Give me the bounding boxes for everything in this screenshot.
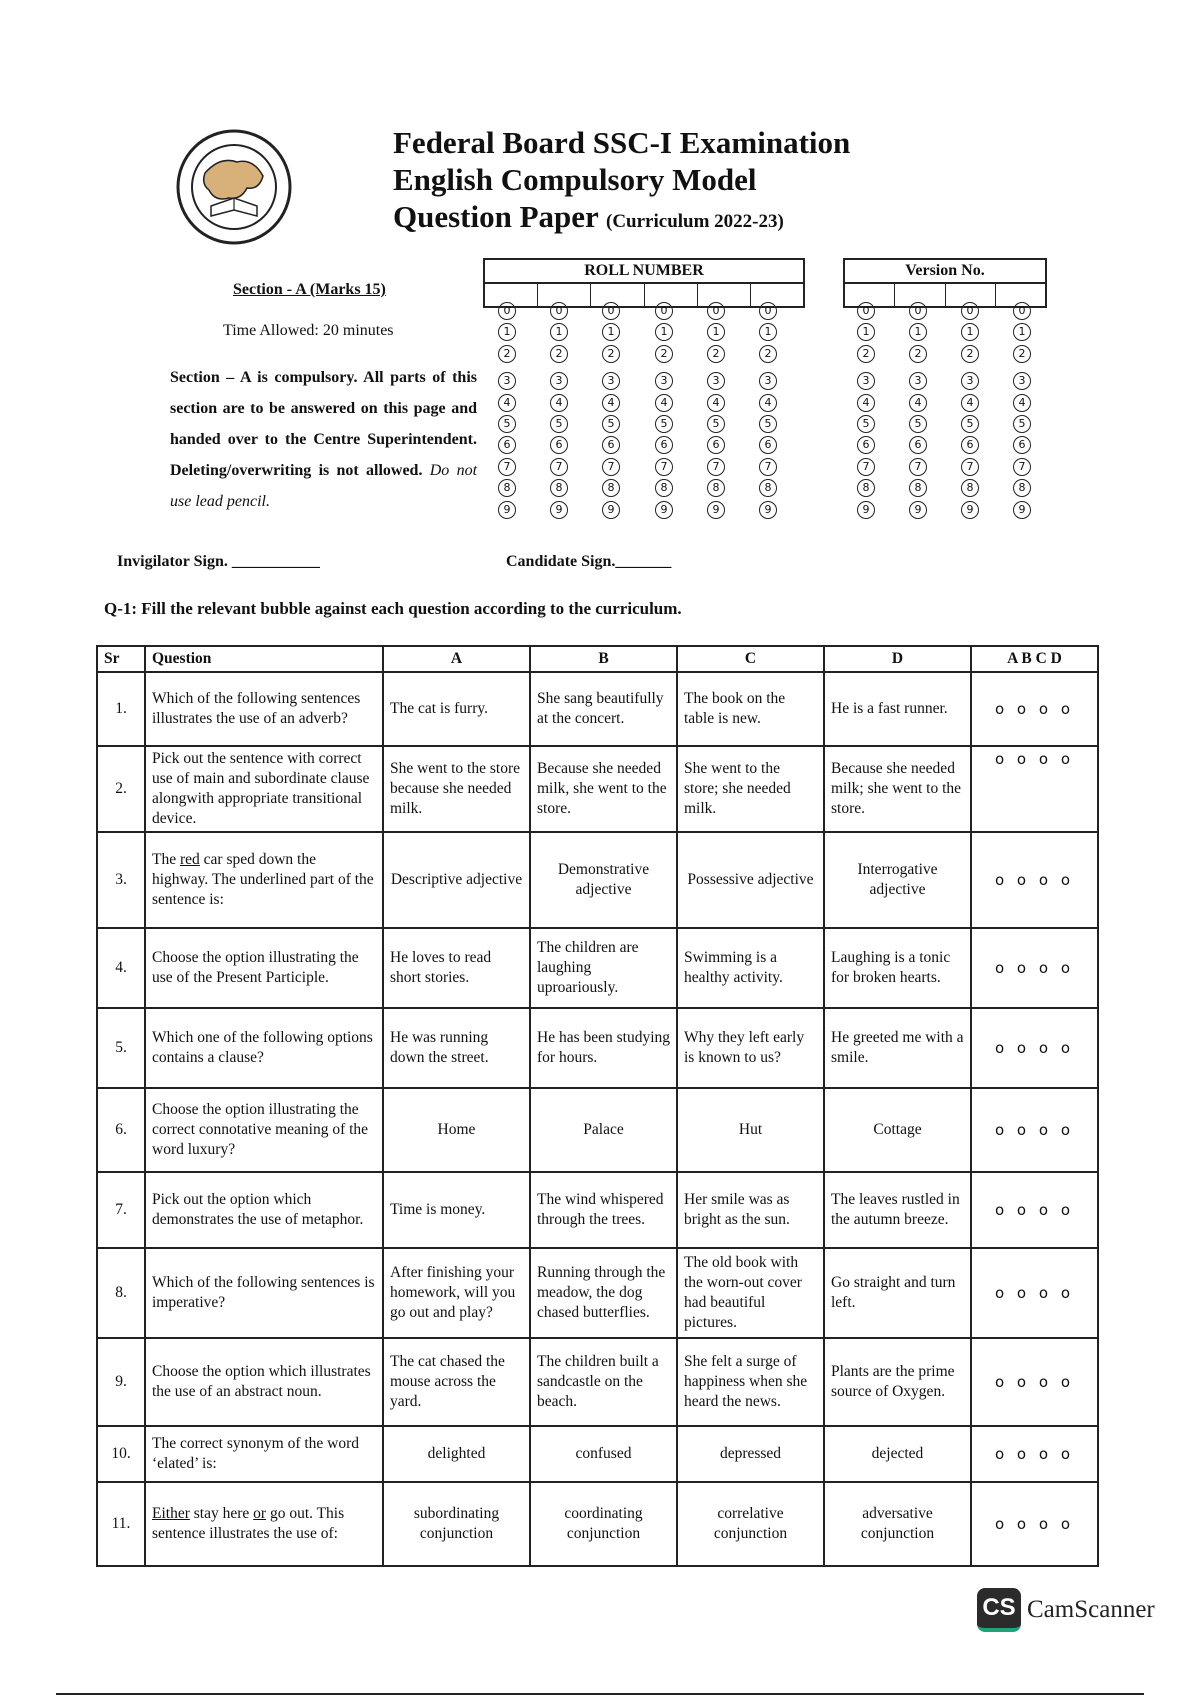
digit-bubble[interactable]: 3 <box>759 372 777 390</box>
digit-bubble[interactable]: 1 <box>550 323 568 341</box>
roll-number-box <box>483 258 805 308</box>
digit-bubble[interactable]: 8 <box>550 479 568 497</box>
digit-bubble[interactable]: 0 <box>707 302 725 320</box>
digit-bubble[interactable]: 5 <box>707 415 725 433</box>
digit-bubble[interactable]: 7 <box>909 458 927 476</box>
exam-title: Federal Board SSC-I Examination English Compulsory Model Question Paper (Curriculum 2022-23) <box>393 125 851 234</box>
question-text: Choose the option illustrating the correct connotative meaning of the word luxury? <box>145 1088 383 1172</box>
digit-bubble[interactable]: 2 <box>498 345 516 363</box>
digit-bubble[interactable]: 6 <box>707 436 725 454</box>
digit-bubble[interactable]: 9 <box>498 501 516 519</box>
digit-bubble[interactable]: 4 <box>1013 394 1031 412</box>
option-b: Demonstrative adjective <box>530 832 677 928</box>
option-d: adversative conjunction <box>824 1482 971 1566</box>
federal-board-logo <box>175 128 293 246</box>
option-c: Her smile was as bright as the sun. <box>677 1172 824 1248</box>
row-number: 2. <box>97 746 145 832</box>
digit-bubble[interactable]: 6 <box>655 436 673 454</box>
question-text: Which of the following sentences is imperative? <box>145 1248 383 1338</box>
header-question: Question <box>145 646 383 672</box>
digit-bubble[interactable]: 7 <box>1013 458 1031 476</box>
digit-bubble[interactable]: 5 <box>961 415 979 433</box>
instructions: Section – A is compulsory. All parts of this section are to be answered on this page and handed over to the Centre Superintendent. Deleting/overwriting is not allowed. Do not use lead pencil. <box>170 369 478 510</box>
digit-bubble[interactable]: 8 <box>707 479 725 497</box>
digit-bubble[interactable]: 2 <box>602 345 620 363</box>
digit-bubble[interactable]: 7 <box>857 458 875 476</box>
digit-bubble[interactable]: 1 <box>655 323 673 341</box>
answer-bubbles[interactable]: o o o o <box>971 832 1098 928</box>
option-a: After finishing your homework, will you go out and play? <box>383 1248 530 1338</box>
answer-bubbles[interactable]: o o o o <box>971 1008 1098 1088</box>
digit-bubble[interactable]: 5 <box>602 415 620 433</box>
roll-digit-column <box>759 302 777 522</box>
digit-bubble[interactable]: 0 <box>550 302 568 320</box>
table-row <box>97 746 1098 832</box>
digit-bubble[interactable]: 1 <box>707 323 725 341</box>
option-b: confused <box>530 1426 677 1482</box>
digit-bubble[interactable]: 3 <box>857 372 875 390</box>
option-b: Running through the meadow, the dog chased butterflies. <box>530 1248 677 1338</box>
invigilator-sign: Invigilator Sign. ___________ <box>117 553 320 570</box>
digit-bubble[interactable]: 8 <box>498 479 516 497</box>
table-header-row <box>97 646 1098 672</box>
option-c: depressed <box>677 1426 824 1482</box>
question-text: The red car sped down the highway. The underlined part of the sentence is: <box>145 832 383 928</box>
option-d: Interrogative adjective <box>824 832 971 928</box>
option-d: Plants are the prime source of Oxygen. <box>824 1338 971 1426</box>
header-c: C <box>677 646 824 672</box>
header-abcd: A B C D <box>971 646 1098 672</box>
option-b: The wind whispered through the trees. <box>530 1172 677 1248</box>
digit-bubble[interactable]: 5 <box>759 415 777 433</box>
digit-bubble[interactable]: 5 <box>857 415 875 433</box>
digit-bubble[interactable]: 4 <box>759 394 777 412</box>
header-d: D <box>824 646 971 672</box>
row-number: 1. <box>97 672 145 746</box>
digit-bubble[interactable]: 2 <box>1013 345 1031 363</box>
digit-bubble[interactable]: 0 <box>857 302 875 320</box>
digit-bubble[interactable]: 5 <box>550 415 568 433</box>
row-number: 6. <box>97 1088 145 1172</box>
digit-bubble[interactable]: 5 <box>909 415 927 433</box>
table-row <box>97 672 1098 746</box>
row-number: 5. <box>97 1008 145 1088</box>
option-b: Because she needed milk, she went to the store. <box>530 746 677 832</box>
version-digit-column <box>909 302 927 522</box>
option-a: The cat chased the mouse across the yard. <box>383 1338 530 1426</box>
digit-bubble[interactable]: 9 <box>602 501 620 519</box>
row-number: 10. <box>97 1426 145 1482</box>
digit-bubble[interactable]: 7 <box>550 458 568 476</box>
version-box <box>843 258 1047 308</box>
table-row <box>97 1248 1098 1338</box>
digit-bubble[interactable]: 3 <box>961 372 979 390</box>
option-a: She went to the store because she needed milk. <box>383 746 530 832</box>
digit-bubble[interactable]: 2 <box>857 345 875 363</box>
digit-bubble[interactable]: 0 <box>909 302 927 320</box>
row-number: 7. <box>97 1172 145 1248</box>
option-d: He is a fast runner. <box>824 672 971 746</box>
digit-bubble[interactable]: 3 <box>909 372 927 390</box>
footer-line <box>56 1693 1144 1695</box>
digit-bubble[interactable]: 8 <box>857 479 875 497</box>
digit-bubble[interactable]: 1 <box>857 323 875 341</box>
digit-bubble[interactable]: 4 <box>707 394 725 412</box>
digit-bubble[interactable]: 2 <box>961 345 979 363</box>
digit-bubble[interactable]: 9 <box>961 501 979 519</box>
table-row <box>97 928 1098 1008</box>
option-a: subordinating conjunction <box>383 1482 530 1566</box>
digit-bubble[interactable]: 7 <box>602 458 620 476</box>
question-text: Which one of the following options contains a clause? <box>145 1008 383 1088</box>
roll-digit-column <box>498 302 516 522</box>
option-a: He loves to read short stories. <box>383 928 530 1008</box>
option-b: Palace <box>530 1088 677 1172</box>
digit-bubble[interactable]: 7 <box>707 458 725 476</box>
question-text: Either stay here or go out. This sentence illustrates the use of: <box>145 1482 383 1566</box>
option-c: She felt a surge of happiness when she heard the news. <box>677 1338 824 1426</box>
digit-bubble[interactable]: 9 <box>1013 501 1031 519</box>
mcq-table <box>96 645 1099 1567</box>
digit-bubble[interactable]: 0 <box>498 302 516 320</box>
digit-bubble[interactable]: 6 <box>857 436 875 454</box>
option-c: correlative conjunction <box>677 1482 824 1566</box>
digit-bubble[interactable]: 9 <box>707 501 725 519</box>
answer-bubbles[interactable]: o o o o <box>971 1338 1098 1426</box>
question-text: Which of the following sentences illustrates the use of an adverb? <box>145 672 383 746</box>
digit-bubble[interactable]: 6 <box>602 436 620 454</box>
digit-bubble[interactable]: 6 <box>961 436 979 454</box>
question-text: Pick out the option which demonstrates the use of metaphor. <box>145 1172 383 1248</box>
camscanner-watermark <box>977 1588 1155 1632</box>
digit-bubble[interactable]: 2 <box>909 345 927 363</box>
digit-bubble[interactable]: 7 <box>961 458 979 476</box>
digit-bubble[interactable]: 8 <box>602 479 620 497</box>
option-c: She went to the store; she needed milk. <box>677 746 824 832</box>
digit-bubble[interactable]: 7 <box>759 458 777 476</box>
digit-bubble[interactable]: 6 <box>550 436 568 454</box>
option-c: Hut <box>677 1088 824 1172</box>
option-a: Time is money. <box>383 1172 530 1248</box>
answer-bubbles[interactable]: o o o o <box>971 1482 1098 1566</box>
header-b: B <box>530 646 677 672</box>
digit-bubble[interactable]: 4 <box>550 394 568 412</box>
digit-bubble[interactable]: 8 <box>1013 479 1031 497</box>
option-c: Why they left early is known to us? <box>677 1008 824 1088</box>
digit-bubble[interactable]: 0 <box>655 302 673 320</box>
camscanner-icon: CS <box>977 1588 1021 1632</box>
digit-bubble[interactable]: 9 <box>909 501 927 519</box>
table-row <box>97 832 1098 928</box>
header-sr: Sr <box>97 646 145 672</box>
digit-bubble[interactable]: 5 <box>655 415 673 433</box>
digit-bubble[interactable]: 0 <box>1013 302 1031 320</box>
answer-bubbles[interactable]: o o o o <box>971 1426 1098 1482</box>
option-a: Home <box>383 1088 530 1172</box>
table-row <box>97 1482 1098 1566</box>
digit-bubble[interactable]: 4 <box>602 394 620 412</box>
digit-bubble[interactable]: 9 <box>857 501 875 519</box>
camscanner-label: CamScanner <box>1027 1596 1155 1623</box>
digit-bubble[interactable]: 4 <box>655 394 673 412</box>
answer-bubbles[interactable]: o o o o <box>971 1172 1098 1248</box>
version-digit-column <box>857 302 875 522</box>
option-b: coordinating conjunction <box>530 1482 677 1566</box>
digit-bubble[interactable]: 1 <box>1013 323 1031 341</box>
digit-bubble[interactable]: 7 <box>498 458 516 476</box>
table-row <box>97 1008 1098 1088</box>
digit-bubble[interactable]: 8 <box>961 479 979 497</box>
digit-bubble[interactable]: 9 <box>550 501 568 519</box>
digit-bubble[interactable]: 5 <box>498 415 516 433</box>
option-a: He was running down the street. <box>383 1008 530 1088</box>
option-a: Descriptive adjective <box>383 832 530 928</box>
digit-bubble[interactable]: 2 <box>759 345 777 363</box>
option-b: He has been studying for hours. <box>530 1008 677 1088</box>
roll-digit-column <box>707 302 725 522</box>
digit-bubble[interactable]: 8 <box>655 479 673 497</box>
digit-bubble[interactable]: 0 <box>759 302 777 320</box>
digit-bubble[interactable]: 1 <box>909 323 927 341</box>
option-d: Laughing is a tonic for broken hearts. <box>824 928 971 1008</box>
digit-bubble[interactable]: 3 <box>707 372 725 390</box>
digit-bubble[interactable]: 1 <box>498 323 516 341</box>
digit-bubble[interactable]: 3 <box>498 372 516 390</box>
question-text: The correct synonym of the word ‘elated’ is: <box>145 1426 383 1482</box>
digit-bubble[interactable]: 0 <box>961 302 979 320</box>
option-c: Possessive adjective <box>677 832 824 928</box>
digit-bubble[interactable]: 2 <box>707 345 725 363</box>
option-b: She sang beautifully at the concert. <box>530 672 677 746</box>
answer-bubbles[interactable]: o o o o <box>971 746 1098 832</box>
digit-bubble[interactable]: 6 <box>909 436 927 454</box>
digit-bubble[interactable]: 4 <box>909 394 927 412</box>
row-number: 3. <box>97 832 145 928</box>
option-d: He greeted me with a smile. <box>824 1008 971 1088</box>
row-number: 8. <box>97 1248 145 1338</box>
digit-bubble[interactable]: 3 <box>602 372 620 390</box>
answer-bubbles[interactable]: o o o o <box>971 672 1098 746</box>
digit-bubble[interactable]: 8 <box>759 479 777 497</box>
option-d: The leaves rustled in the autumn breeze. <box>824 1172 971 1248</box>
option-c: The old book with the worn-out cover had beautiful pictures. <box>677 1248 824 1338</box>
digit-bubble[interactable]: 4 <box>857 394 875 412</box>
table-row <box>97 1426 1098 1482</box>
option-a: delighted <box>383 1426 530 1482</box>
answer-bubbles[interactable]: o o o o <box>971 1088 1098 1172</box>
option-d: Cottage <box>824 1088 971 1172</box>
option-d: Go straight and turn left. <box>824 1248 971 1338</box>
option-d: Because she needed milk; she went to the store. <box>824 746 971 832</box>
answer-bubbles[interactable]: o o o o <box>971 928 1098 1008</box>
candidate-sign: Candidate Sign._______ <box>506 553 672 570</box>
roll-digit-column <box>550 302 568 522</box>
digit-bubble[interactable]: 1 <box>961 323 979 341</box>
header-a: A <box>383 646 530 672</box>
section-heading: Section - A (Marks 15) <box>233 281 386 298</box>
option-a: The cat is furry. <box>383 672 530 746</box>
digit-bubble[interactable]: 3 <box>655 372 673 390</box>
row-number: 9. <box>97 1338 145 1426</box>
table-row <box>97 1338 1098 1426</box>
digit-bubble[interactable]: 9 <box>759 501 777 519</box>
question-text: Choose the option illustrating the use of the Present Participle. <box>145 928 383 1008</box>
digit-bubble[interactable]: 2 <box>550 345 568 363</box>
version-label: Version No. <box>845 260 1045 284</box>
digit-bubble[interactable]: 6 <box>759 436 777 454</box>
roll-number-cells[interactable] <box>485 284 803 306</box>
digit-bubble[interactable]: 9 <box>655 501 673 519</box>
digit-bubble[interactable]: 0 <box>602 302 620 320</box>
digit-bubble[interactable]: 7 <box>655 458 673 476</box>
digit-bubble[interactable]: 5 <box>1013 415 1031 433</box>
row-number: 11. <box>97 1482 145 1566</box>
option-d: dejected <box>824 1426 971 1482</box>
digit-bubble[interactable]: 4 <box>498 394 516 412</box>
digit-bubble[interactable]: 1 <box>759 323 777 341</box>
q1-instruction: Q-1: Fill the relevant bubble against each question according to the curriculum. <box>104 599 682 618</box>
digit-bubble[interactable]: 8 <box>909 479 927 497</box>
digit-bubble[interactable]: 6 <box>1013 436 1031 454</box>
digit-bubble[interactable]: 4 <box>961 394 979 412</box>
roll-digit-column <box>655 302 673 522</box>
time-allowed: Time Allowed: 20 minutes <box>223 322 394 339</box>
row-number: 4. <box>97 928 145 1008</box>
table-row <box>97 1172 1098 1248</box>
digit-bubble[interactable]: 6 <box>498 436 516 454</box>
roll-digit-column <box>602 302 620 522</box>
answer-bubbles[interactable]: o o o o <box>971 1248 1098 1338</box>
digit-bubble[interactable]: 1 <box>602 323 620 341</box>
question-text: Pick out the sentence with correct use of main and subordinate clause alongwith appropriate transitional device. <box>145 746 383 832</box>
table-row <box>97 1088 1098 1172</box>
digit-bubble[interactable]: 2 <box>655 345 673 363</box>
digit-bubble[interactable]: 3 <box>1013 372 1031 390</box>
option-b: The children built a sandcastle on the beach. <box>530 1338 677 1426</box>
roll-number-label: ROLL NUMBER <box>485 260 803 284</box>
option-c: Swimming is a healthy activity. <box>677 928 824 1008</box>
version-digit-column <box>961 302 979 522</box>
version-digit-column <box>1013 302 1031 522</box>
option-b: The children are laughing uproariously. <box>530 928 677 1008</box>
digit-bubble[interactable]: 3 <box>550 372 568 390</box>
question-text: Choose the option which illustrates the use of an abstract noun. <box>145 1338 383 1426</box>
option-c: The book on the table is new. <box>677 672 824 746</box>
